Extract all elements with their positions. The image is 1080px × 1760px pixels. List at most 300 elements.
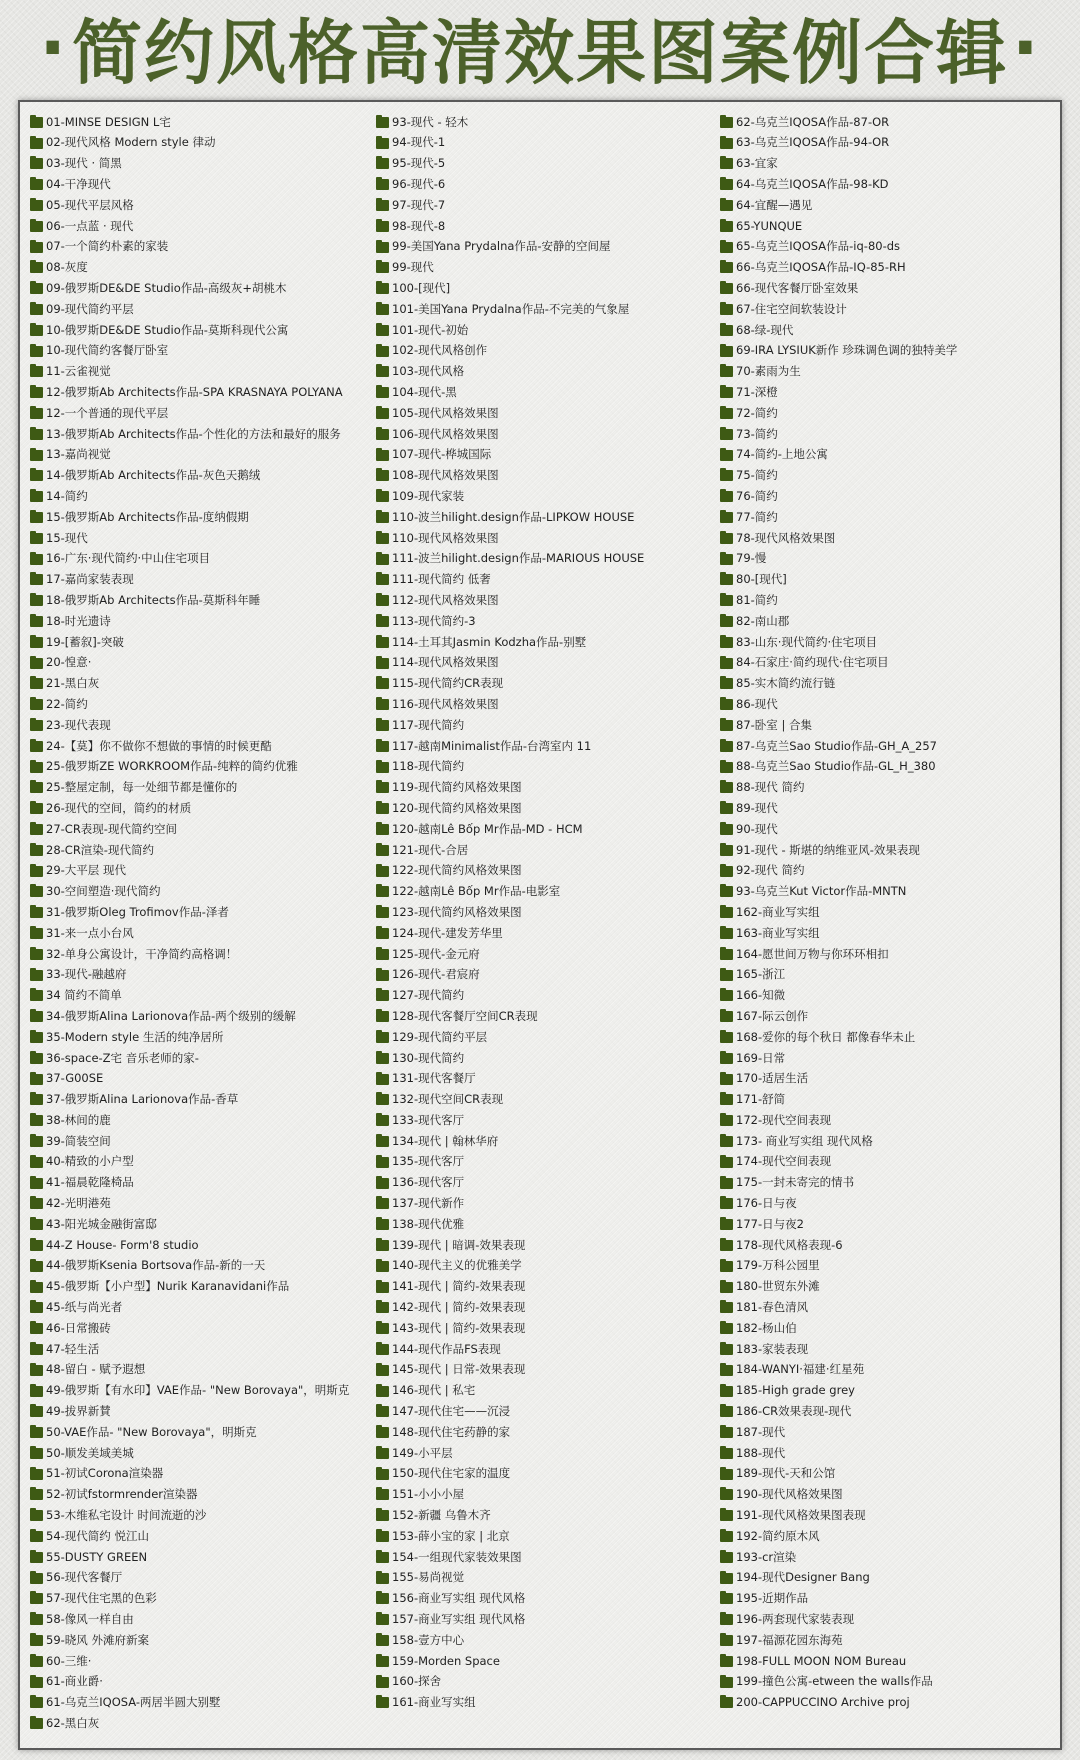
folder-icon xyxy=(376,1573,389,1584)
folder-list-item[interactable] xyxy=(30,1235,360,1256)
folder-icon xyxy=(376,304,389,315)
folder-list-item[interactable] xyxy=(30,1256,360,1277)
folder-list-item[interactable] xyxy=(376,985,706,1006)
folder-list-item[interactable] xyxy=(376,237,706,258)
folder-icon xyxy=(720,699,733,710)
folder-list-item[interactable] xyxy=(376,278,706,299)
folder-label: 65-乌克兰IQOSA作品-iq-80-ds xyxy=(736,239,901,254)
folder-list-item[interactable] xyxy=(720,112,1050,133)
folder-list-item[interactable] xyxy=(720,1235,1050,1256)
folder-list-item[interactable] xyxy=(376,1526,706,1547)
folder-list-item[interactable] xyxy=(720,1360,1050,1381)
folder-list-item[interactable] xyxy=(376,715,706,736)
folder-list-item[interactable] xyxy=(376,778,706,799)
folder-icon xyxy=(30,1573,43,1584)
folder-list-item[interactable] xyxy=(30,840,360,861)
folder-label: 192-简约原木风 xyxy=(736,1528,820,1543)
folder-list-item[interactable] xyxy=(30,694,360,715)
folder-label: 101-美国Yana Prydalna作品-不完美的气象屋 xyxy=(392,301,630,316)
folder-list-item[interactable] xyxy=(720,1131,1050,1152)
folder-list-item[interactable] xyxy=(30,861,360,882)
folder-list-item[interactable] xyxy=(30,237,360,258)
folder-list-item[interactable] xyxy=(376,819,706,840)
folder-list-item[interactable] xyxy=(30,736,360,757)
folder-icon xyxy=(30,866,43,877)
folder-list-item[interactable] xyxy=(720,1110,1050,1131)
folder-label: 185-High grade grey xyxy=(736,1383,855,1398)
folder-list-item[interactable] xyxy=(30,1339,360,1360)
folder-list-item[interactable] xyxy=(376,861,706,882)
folder-list-item[interactable] xyxy=(376,216,706,237)
folder-list-item[interactable] xyxy=(376,1006,706,1027)
folder-list-item[interactable] xyxy=(376,1360,706,1381)
folder-list-item[interactable] xyxy=(376,1297,706,1318)
folder-list-item[interactable] xyxy=(720,965,1050,986)
folder-list-item[interactable] xyxy=(30,1568,360,1589)
folder-list-item[interactable] xyxy=(720,1485,1050,1506)
folder-list-item[interactable] xyxy=(376,362,706,383)
folder-list-item[interactable] xyxy=(376,174,706,195)
folder-list-item[interactable] xyxy=(720,486,1050,507)
folder-list-item[interactable] xyxy=(720,590,1050,611)
folder-list-item[interactable] xyxy=(376,1048,706,1069)
folder-list-item[interactable] xyxy=(720,1526,1050,1547)
folder-list-item[interactable] xyxy=(720,1048,1050,1069)
folder-label: 131-现代客餐厅 xyxy=(392,1071,476,1086)
folder-list-item[interactable] xyxy=(376,112,706,133)
folder-list-item[interactable] xyxy=(30,174,360,195)
folder-list-item[interactable] xyxy=(720,819,1050,840)
folder-list-item[interactable] xyxy=(30,320,360,341)
folder-icon xyxy=(30,949,43,960)
folder-list-item[interactable] xyxy=(376,1173,706,1194)
folder-list-item[interactable] xyxy=(376,590,706,611)
folder-list-item[interactable] xyxy=(376,757,706,778)
folder-list-item[interactable] xyxy=(720,570,1050,591)
folder-list-item[interactable] xyxy=(376,1381,706,1402)
folder-list-item[interactable] xyxy=(376,902,706,923)
folder-icon xyxy=(376,1365,389,1376)
folder-list-item[interactable] xyxy=(720,985,1050,1006)
folder-label: 61-商业爵· xyxy=(46,1674,103,1689)
folder-icon xyxy=(30,824,43,835)
folder-list-item[interactable] xyxy=(376,299,706,320)
folder-list-item[interactable] xyxy=(720,299,1050,320)
folder-list-item[interactable] xyxy=(376,1422,706,1443)
folder-list-item[interactable] xyxy=(30,112,360,133)
folder-list-item[interactable] xyxy=(376,736,706,757)
folder-label: 71-深橙 xyxy=(736,385,778,399)
folder-list-item[interactable] xyxy=(30,923,360,944)
folder-list-item[interactable] xyxy=(376,1651,706,1672)
folder-list-item[interactable] xyxy=(376,694,706,715)
folder-list-item[interactable] xyxy=(720,1630,1050,1651)
folder-list-item[interactable] xyxy=(30,341,360,362)
folder-list-item[interactable] xyxy=(30,1152,360,1173)
folder-list-item[interactable] xyxy=(376,1630,706,1651)
folder-list-item[interactable] xyxy=(720,1297,1050,1318)
folder-label: 73-简约 xyxy=(736,426,778,441)
folder-list-item[interactable] xyxy=(30,1547,360,1568)
folder-label: 195-近期作品 xyxy=(736,1591,809,1606)
folder-list-item[interactable] xyxy=(376,1443,706,1464)
folder-icon xyxy=(376,1282,389,1293)
folder-list-item[interactable] xyxy=(720,778,1050,799)
folder-list-item[interactable] xyxy=(376,611,706,632)
folder-list-item[interactable] xyxy=(376,320,706,341)
folder-list-item[interactable] xyxy=(30,653,360,674)
folder-list-item[interactable] xyxy=(30,258,360,279)
folder-icon xyxy=(720,1302,733,1313)
folder-list-item[interactable] xyxy=(720,653,1050,674)
folder-list-item[interactable] xyxy=(376,1069,706,1090)
folder-list-item[interactable] xyxy=(720,798,1050,819)
folder-list-item[interactable] xyxy=(376,1609,706,1630)
folder-label: 14-简约 xyxy=(46,488,88,503)
folder-list-item[interactable] xyxy=(376,1193,706,1214)
folder-list-item[interactable] xyxy=(376,1089,706,1110)
folder-list-item[interactable] xyxy=(30,1089,360,1110)
folder-list-item[interactable] xyxy=(376,195,706,216)
folder-icon xyxy=(30,1261,43,1272)
folder-list-item[interactable] xyxy=(376,424,706,445)
folder-list-item[interactable] xyxy=(376,1693,706,1714)
folder-list-item[interactable] xyxy=(376,1152,706,1173)
folder-list-item[interactable] xyxy=(30,299,360,320)
folder-list-item[interactable] xyxy=(30,1505,360,1526)
folder-list-item[interactable] xyxy=(376,1110,706,1131)
folder-list-item[interactable] xyxy=(720,1214,1050,1235)
folder-list-item[interactable] xyxy=(30,1651,360,1672)
folder-list-item[interactable] xyxy=(30,985,360,1006)
folder-list-item[interactable] xyxy=(30,1214,360,1235)
folder-list-item[interactable] xyxy=(376,923,706,944)
folder-list-item[interactable] xyxy=(376,881,706,902)
folder-icon xyxy=(30,366,43,377)
folder-list-item[interactable] xyxy=(376,549,706,570)
folder-list-item[interactable] xyxy=(376,1027,706,1048)
folder-label: 43-阳光城金融街富邸 xyxy=(46,1216,157,1231)
folder-label: 105-现代风格效果图 xyxy=(392,405,499,420)
folder-list-item[interactable] xyxy=(720,258,1050,279)
folder-list-item[interactable] xyxy=(376,1505,706,1526)
folder-list-item[interactable] xyxy=(720,1443,1050,1464)
folder-list-item[interactable] xyxy=(720,133,1050,154)
folder-list-item[interactable] xyxy=(376,1547,706,1568)
folder-list-item[interactable] xyxy=(376,798,706,819)
folder-list-item[interactable] xyxy=(30,1069,360,1090)
folder-list-item[interactable] xyxy=(376,1339,706,1360)
folder-list-item[interactable] xyxy=(30,466,360,487)
folder-list-item[interactable] xyxy=(376,466,706,487)
folder-list-item[interactable] xyxy=(376,1485,706,1506)
folder-list-item[interactable] xyxy=(720,1381,1050,1402)
folder-list-item[interactable] xyxy=(720,861,1050,882)
folder-list-item[interactable] xyxy=(720,611,1050,632)
folder-icon xyxy=(376,1011,389,1022)
folder-list-item[interactable] xyxy=(720,154,1050,175)
folder-list-item[interactable] xyxy=(376,1256,706,1277)
folder-list-item[interactable] xyxy=(30,382,360,403)
folder-list-item[interactable] xyxy=(720,320,1050,341)
folder-list-item[interactable] xyxy=(720,1152,1050,1173)
folder-icon xyxy=(376,970,389,981)
folder-list-item[interactable] xyxy=(30,715,360,736)
folder-label: 80-[现代] xyxy=(736,572,787,587)
folder-list-item[interactable] xyxy=(720,1277,1050,1298)
folder-list-item[interactable] xyxy=(30,944,360,965)
folder-list-item[interactable] xyxy=(720,1401,1050,1422)
folder-list-item[interactable] xyxy=(30,1443,360,1464)
folder-list-item[interactable] xyxy=(376,1672,706,1693)
folder-list-item[interactable] xyxy=(720,694,1050,715)
folder-list-item[interactable] xyxy=(30,1027,360,1048)
folder-icon xyxy=(30,1489,43,1500)
folder-list-item[interactable] xyxy=(376,1277,706,1298)
folder-label: 91-现代 - 斯堪的纳维亚风-效果表现 xyxy=(736,842,920,857)
folder-list-item[interactable] xyxy=(720,445,1050,466)
folder-list-item[interactable] xyxy=(720,1568,1050,1589)
folder-list-item[interactable] xyxy=(720,278,1050,299)
folder-list-item[interactable] xyxy=(720,1693,1050,1714)
folder-list-item[interactable] xyxy=(30,1318,360,1339)
folder-list-item[interactable] xyxy=(720,736,1050,757)
folder-list-item[interactable] xyxy=(376,570,706,591)
folder-list-item[interactable] xyxy=(30,1713,360,1734)
folder-list-item[interactable] xyxy=(376,1401,706,1422)
folder-icon xyxy=(720,1178,733,1189)
folder-list-item[interactable] xyxy=(720,632,1050,653)
folder-icon xyxy=(30,1531,43,1542)
folder-list-item[interactable] xyxy=(376,486,706,507)
folder-list-item[interactable] xyxy=(30,1381,360,1402)
folder-list-item[interactable] xyxy=(30,1693,360,1714)
folder-label: 25-整屋定制，每一处细节都是懂你的 xyxy=(46,780,238,795)
folder-list-item[interactable] xyxy=(376,965,706,986)
folder-list-item[interactable] xyxy=(30,819,360,840)
folder-label: 112-现代风格效果图 xyxy=(392,592,499,607)
folder-icon xyxy=(376,824,389,835)
folder-list-item[interactable] xyxy=(30,278,360,299)
folder-icon xyxy=(376,1406,389,1417)
folder-icon xyxy=(376,762,389,773)
folder-list-item[interactable] xyxy=(30,1630,360,1651)
folder-list-item[interactable] xyxy=(720,403,1050,424)
folder-icon xyxy=(376,845,389,856)
folder-label: 177-日与夜2 xyxy=(736,1216,804,1231)
folder-list-item[interactable] xyxy=(30,528,360,549)
folder-list-item[interactable] xyxy=(30,195,360,216)
folder-icon xyxy=(720,1489,733,1500)
folder-list-item[interactable] xyxy=(30,1297,360,1318)
folder-list-item[interactable] xyxy=(720,424,1050,445)
folder-list-item[interactable] xyxy=(30,507,360,528)
folder-list-item[interactable] xyxy=(720,216,1050,237)
folder-label: 86-现代 xyxy=(736,696,778,711)
folder-label: 89-现代 xyxy=(736,800,778,815)
folder-list-item[interactable] xyxy=(30,881,360,902)
folder-list-item[interactable] xyxy=(720,1422,1050,1443)
folder-list-item[interactable] xyxy=(30,1173,360,1194)
folder-list-item[interactable] xyxy=(30,1422,360,1443)
folder-list-item[interactable] xyxy=(720,1256,1050,1277)
folder-list-item[interactable] xyxy=(376,1464,706,1485)
folder-icon xyxy=(30,782,43,793)
folder-list-item[interactable] xyxy=(720,715,1050,736)
folder-label: 45-纸与尚光者 xyxy=(46,1300,123,1315)
folder-label: 124-现代-建发芳华里 xyxy=(392,925,503,940)
folder-label: 63-乌克兰IQOSA作品-94-OR xyxy=(736,135,890,150)
folder-list-item[interactable] xyxy=(720,1193,1050,1214)
folder-list-item[interactable] xyxy=(376,1318,706,1339)
folder-icon xyxy=(720,907,733,918)
folder-list-item[interactable] xyxy=(720,341,1050,362)
folder-list-item[interactable] xyxy=(720,1339,1050,1360)
folder-label: 68-绿-现代 xyxy=(736,322,794,337)
folder-list-item[interactable] xyxy=(376,1568,706,1589)
folder-list-item[interactable] xyxy=(376,1131,706,1152)
folder-list-item[interactable] xyxy=(720,1027,1050,1048)
folder-list-item[interactable] xyxy=(720,1318,1050,1339)
folder-list-item[interactable] xyxy=(30,1006,360,1027)
folder-label: 18-时光遗诗 xyxy=(46,613,111,628)
folder-label: 38-林间的鹿 xyxy=(46,1112,111,1127)
folder-list-item[interactable] xyxy=(30,778,360,799)
folder-list-item[interactable] xyxy=(30,590,360,611)
folder-list-item[interactable] xyxy=(30,1526,360,1547)
folder-list-item[interactable] xyxy=(30,1589,360,1610)
folder-label: 87-卧室 | 合集 xyxy=(736,717,812,732)
folder-list-item[interactable] xyxy=(720,944,1050,965)
folder-list-item[interactable] xyxy=(376,445,706,466)
folder-list-item[interactable] xyxy=(376,154,706,175)
folder-list-item[interactable] xyxy=(720,923,1050,944)
folder-list-item[interactable] xyxy=(720,466,1050,487)
folder-list-item[interactable] xyxy=(720,1173,1050,1194)
folder-list-item[interactable] xyxy=(376,674,706,695)
folder-label: 134-现代 | 翰林华府 xyxy=(392,1133,499,1148)
folder-icon xyxy=(30,283,43,294)
folder-icon xyxy=(376,1240,389,1251)
folder-list-item[interactable] xyxy=(30,486,360,507)
folder-list-item[interactable] xyxy=(720,362,1050,383)
folder-list-item[interactable] xyxy=(720,1505,1050,1526)
folder-icon xyxy=(376,1489,389,1500)
folder-list-item[interactable] xyxy=(720,1089,1050,1110)
folder-label: 26-现代的空间，简约的材质 xyxy=(46,800,192,815)
folder-list-item[interactable] xyxy=(30,1131,360,1152)
folder-list-item[interactable] xyxy=(30,154,360,175)
folder-list-item[interactable] xyxy=(30,549,360,570)
folder-list-item[interactable] xyxy=(376,258,706,279)
folder-list-item[interactable] xyxy=(30,216,360,237)
folder-list-item[interactable] xyxy=(30,757,360,778)
folder-list-item[interactable] xyxy=(30,1609,360,1630)
title-text: 简约风格高清效果图案例合辑 xyxy=(72,12,1008,94)
folder-list-item[interactable] xyxy=(30,570,360,591)
folder-list-item[interactable] xyxy=(30,1360,360,1381)
folder-list-item[interactable] xyxy=(30,1277,360,1298)
folder-list-item[interactable] xyxy=(30,1048,360,1069)
folder-list-item[interactable] xyxy=(376,840,706,861)
folder-list-item[interactable] xyxy=(376,528,706,549)
folder-list-item[interactable] xyxy=(720,174,1050,195)
folder-list-item[interactable] xyxy=(376,1235,706,1256)
folder-label: 15-现代 xyxy=(46,530,88,545)
folder-label: 157-商业写实组 现代风格 xyxy=(392,1612,526,1627)
folder-list-item[interactable] xyxy=(720,674,1050,695)
folder-icon xyxy=(720,574,733,585)
folder-list-item[interactable] xyxy=(720,881,1050,902)
folder-list-item[interactable] xyxy=(30,1110,360,1131)
folder-list-item[interactable] xyxy=(720,195,1050,216)
folder-list-item[interactable] xyxy=(720,237,1050,258)
folder-list-item[interactable] xyxy=(376,944,706,965)
folder-list-item[interactable] xyxy=(720,840,1050,861)
folder-icon xyxy=(720,1157,733,1168)
folder-list-item[interactable] xyxy=(720,1547,1050,1568)
folder-list-item[interactable] xyxy=(30,902,360,923)
folder-label: 155-易尚视觉 xyxy=(392,1570,465,1585)
folder-list-item[interactable] xyxy=(30,403,360,424)
folder-list-item[interactable] xyxy=(30,611,360,632)
folder-list-item[interactable] xyxy=(30,1672,360,1693)
folder-label: 52-初试fstormrender渲染器 xyxy=(46,1487,198,1502)
folder-list-item[interactable] xyxy=(376,632,706,653)
folder-list-item[interactable] xyxy=(30,674,360,695)
folder-list-item[interactable] xyxy=(376,653,706,674)
folder-icon xyxy=(30,179,43,190)
folder-list-item[interactable] xyxy=(30,798,360,819)
folder-list-item[interactable] xyxy=(30,632,360,653)
folder-list-item[interactable] xyxy=(720,1069,1050,1090)
folder-list-item[interactable] xyxy=(30,1485,360,1506)
folder-list-item[interactable] xyxy=(720,549,1050,570)
folder-list-item[interactable] xyxy=(376,133,706,154)
folder-list-item[interactable] xyxy=(30,1401,360,1422)
folder-label: 199-撞色公寓-etween the walls作品 xyxy=(736,1674,933,1689)
folder-list-item[interactable] xyxy=(720,382,1050,403)
folder-list-item[interactable] xyxy=(720,902,1050,923)
folder-list-item[interactable] xyxy=(30,965,360,986)
folder-list-item[interactable] xyxy=(720,1589,1050,1610)
folder-icon xyxy=(376,886,389,897)
folder-list-item[interactable] xyxy=(720,507,1050,528)
folder-label: 34 简约不简单 xyxy=(46,988,122,1003)
folder-list-item[interactable] xyxy=(720,1006,1050,1027)
folder-list-item[interactable] xyxy=(30,424,360,445)
folder-icon xyxy=(30,1718,43,1729)
folder-list-item[interactable] xyxy=(720,528,1050,549)
folder-list-item[interactable] xyxy=(720,1672,1050,1693)
folder-list-item[interactable] xyxy=(720,1609,1050,1630)
folder-icon xyxy=(30,886,43,897)
folder-list-item[interactable] xyxy=(30,1193,360,1214)
folder-list-item[interactable] xyxy=(376,382,706,403)
folder-list-item[interactable] xyxy=(720,1651,1050,1672)
folder-list-item[interactable] xyxy=(720,757,1050,778)
folder-list-item[interactable] xyxy=(376,1589,706,1610)
folder-list-item[interactable] xyxy=(30,1464,360,1485)
folder-list-item[interactable] xyxy=(376,403,706,424)
folder-list-item[interactable] xyxy=(376,1214,706,1235)
folder-list-item[interactable] xyxy=(30,362,360,383)
folder-list-item[interactable] xyxy=(30,445,360,466)
folder-list-item[interactable] xyxy=(720,1464,1050,1485)
folder-list-item[interactable] xyxy=(30,133,360,154)
folder-list-item[interactable] xyxy=(376,507,706,528)
folder-list-item[interactable] xyxy=(376,341,706,362)
